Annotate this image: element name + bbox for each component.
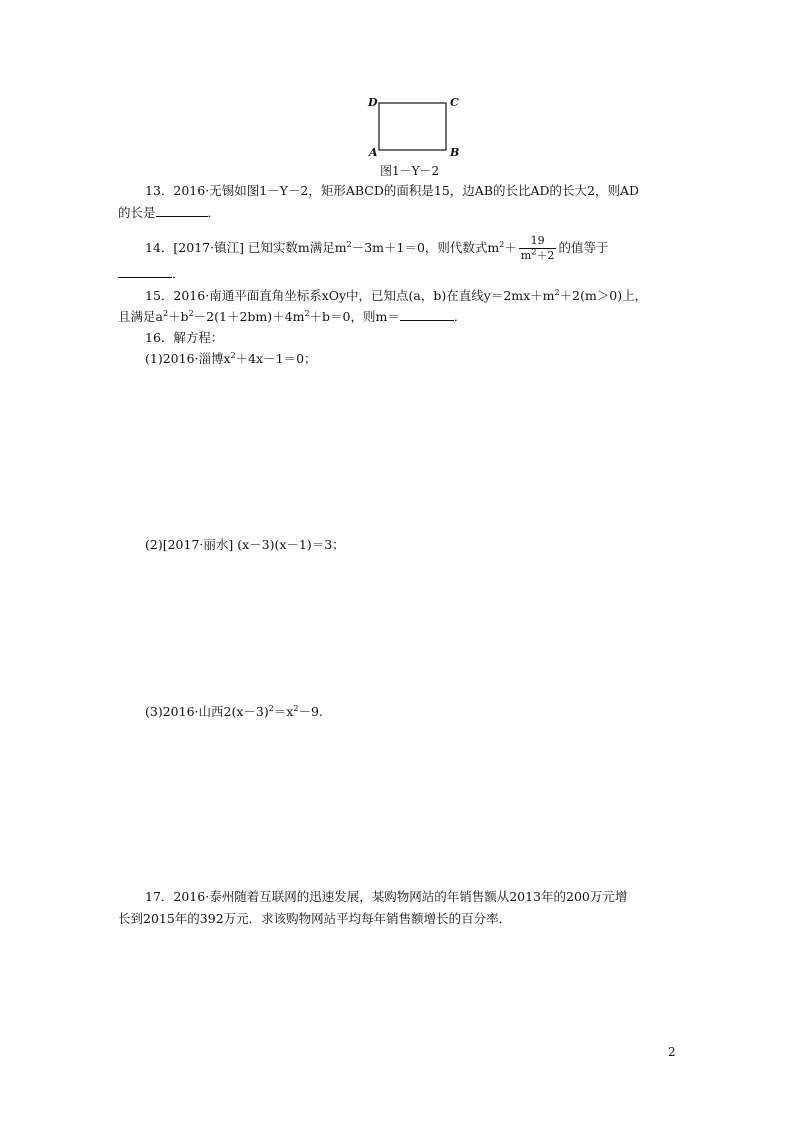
question-16-part2 xyxy=(145,537,345,553)
question-13-line1 xyxy=(145,183,639,199)
question-15-text-f: ＋b＝0，则m＝ xyxy=(309,309,400,324)
rectangle-figure xyxy=(378,102,448,152)
part3-text-c: －9. xyxy=(298,704,323,719)
question-16-part1 xyxy=(145,351,317,367)
plus-sign: ＋ xyxy=(504,240,517,255)
question-14-end: ． xyxy=(172,266,185,281)
question-17-line2 xyxy=(118,911,511,927)
denominator-base: m xyxy=(520,249,532,262)
answer-blank-15[interactable] xyxy=(400,320,454,321)
part3-text-b: ＝x xyxy=(273,704,294,719)
rectangle-abcd xyxy=(379,103,446,150)
fraction-numerator: 19 xyxy=(519,234,557,249)
question-16-heading: 16．解方程： xyxy=(145,330,224,345)
exponent: 2 xyxy=(499,239,505,249)
exponent: 2 xyxy=(230,350,236,360)
exponent: 2 xyxy=(293,703,299,713)
exponent: 2 xyxy=(531,247,537,257)
exponent: 2 xyxy=(554,287,560,297)
question-16-title xyxy=(145,330,223,346)
question-13-line2 xyxy=(118,205,220,221)
part1-text-a: (1)2016·淄博x xyxy=(145,351,231,366)
answer-blank-14[interactable] xyxy=(118,277,172,278)
question-15-line2 xyxy=(118,309,466,325)
exponent: 2 xyxy=(304,308,310,318)
question-15-end: ． xyxy=(453,309,467,324)
part2-text: (2)[2017·丽水] (x－3)(x－1)＝3； xyxy=(145,537,345,552)
vertex-c-label: C xyxy=(450,96,459,109)
question-13-continuation: 的长是 xyxy=(118,205,156,220)
question-15-text-d: ＋b xyxy=(168,309,189,324)
question-15-text-b: ＋2(m＞0)上， xyxy=(559,288,648,303)
vertex-a-label: A xyxy=(369,146,378,159)
page-number: 2 xyxy=(668,1045,676,1059)
question-15-text-c: 且满足a xyxy=(118,309,163,324)
fraction-denominator xyxy=(519,249,557,263)
vertex-d-label: D xyxy=(368,96,378,109)
question-14-text-c: 的值等于 xyxy=(558,240,609,255)
fraction xyxy=(519,234,557,263)
question-15-text-a: 15．2016·南通平面直角坐标系xOy中，已知点(a，b)在直线y＝2mx＋m xyxy=(145,288,555,303)
question-15-line1 xyxy=(145,288,647,304)
answer-blank-13[interactable] xyxy=(156,216,208,217)
question-14-text-a: 14．[2017·镇江] 已知实数m满足m xyxy=(145,240,347,255)
question-14-text-b: －3m＋1＝0，则代数式m xyxy=(351,240,500,255)
question-13-end: ． xyxy=(207,205,221,220)
question-17-line1 xyxy=(145,889,627,905)
question-17-text: 17．2016·泰州随着互联网的迅速发展，某购物网站的年销售额从2013年的200万元增 xyxy=(145,889,628,904)
vertex-b-label: B xyxy=(450,146,460,159)
question-14-line1 xyxy=(145,234,608,263)
question-14-line2 xyxy=(118,266,185,282)
part3-text-a: (3)2016·山西2(x－3) xyxy=(145,704,269,719)
exponent: 2 xyxy=(188,308,194,318)
question-13-text: 13．2016·无锡如图1－Y－2，矩形ABCD的面积是15，边AB的长比AD的长大2，则AD xyxy=(145,183,640,198)
exponent: 2 xyxy=(346,239,352,249)
question-16-part3 xyxy=(145,704,323,720)
exponent: 2 xyxy=(268,703,274,713)
part1-text-b: ＋4x－1＝0； xyxy=(235,351,317,366)
exponent: 2 xyxy=(162,308,169,318)
denominator-rest: ＋2 xyxy=(536,249,555,262)
figure-caption: 图1－Y－2 xyxy=(380,164,440,178)
question-17-continuation: 长到2015年的392万元．求该购物网站平均每年销售额增长的百分率． xyxy=(118,911,512,926)
question-15-text-e: －2(1＋2bm)＋4m xyxy=(193,309,305,324)
